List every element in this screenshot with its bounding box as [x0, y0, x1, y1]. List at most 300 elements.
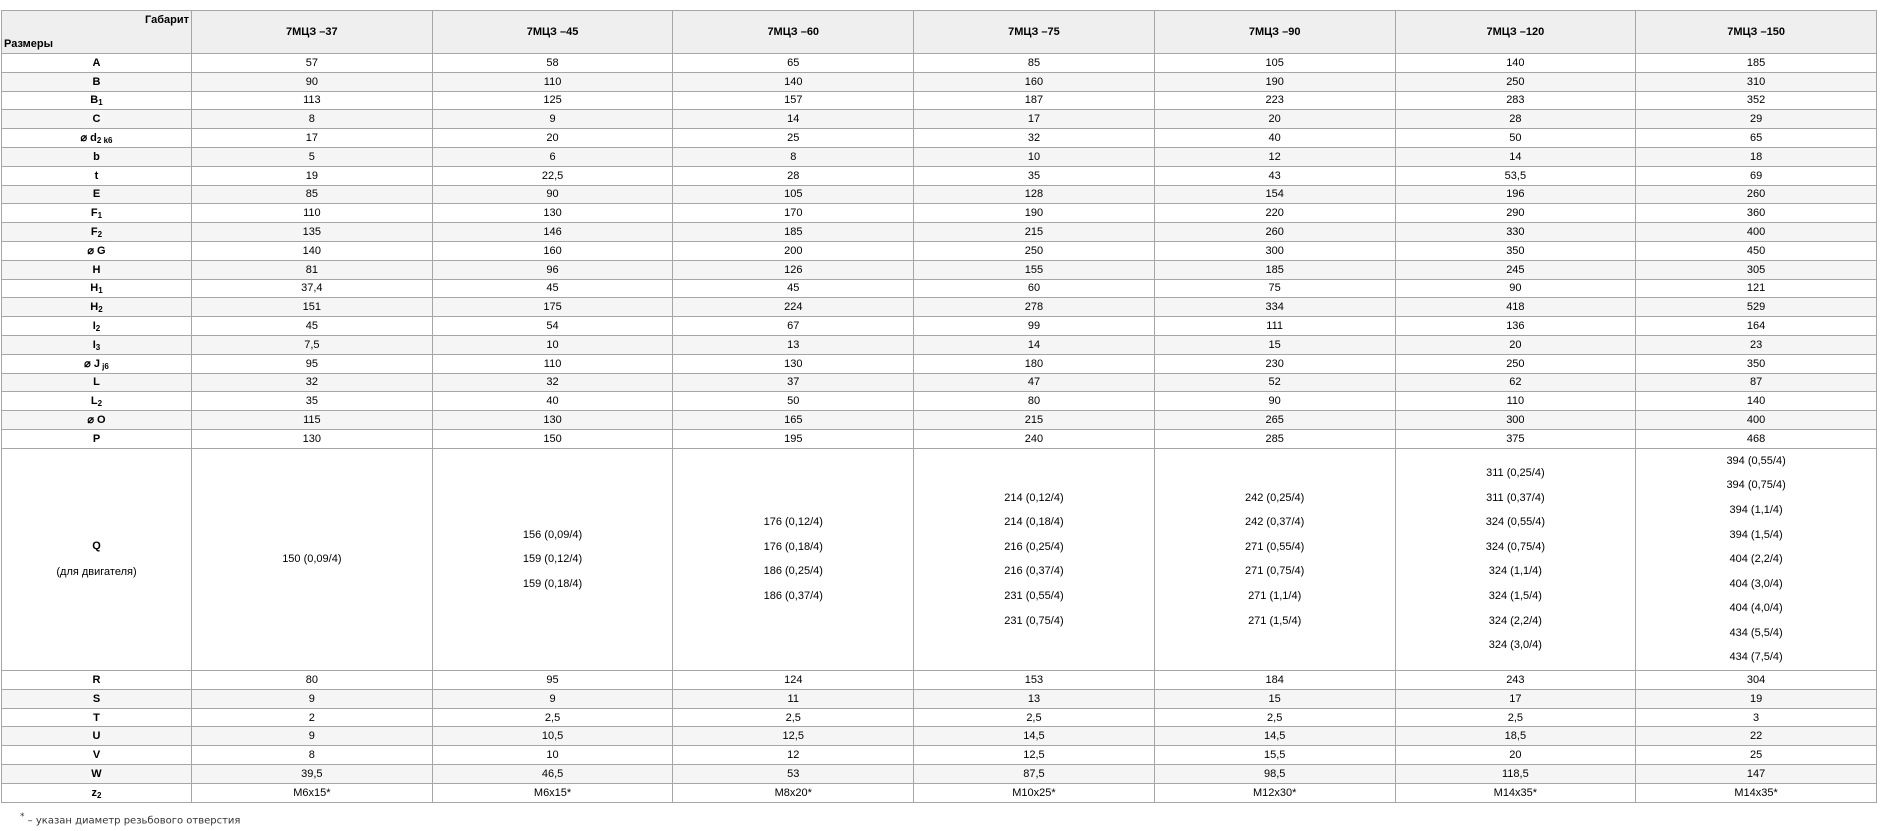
value-cell: 9	[432, 689, 673, 708]
motor-option: 271 (0,75/4)	[1245, 565, 1305, 578]
row-label-cell	[2, 335, 192, 354]
row-label-cell	[2, 448, 192, 670]
value-cell: 80	[192, 671, 433, 690]
value-cell: 8	[192, 110, 433, 129]
value-cell: 28	[673, 166, 914, 185]
value-cell: 360	[1636, 204, 1877, 223]
value-cell: 75	[1154, 279, 1395, 298]
column-header: 7МЦЗ –60	[673, 11, 914, 54]
value-cell: 190	[914, 204, 1155, 223]
table-row	[2, 185, 1877, 204]
value-cell: 50	[1395, 129, 1636, 148]
motor-option: 311 (0,25/4)	[1486, 467, 1545, 480]
value-cell: 45	[192, 317, 433, 336]
motor-option: 404 (3,0/4)	[1729, 577, 1783, 590]
value-cell: 187	[914, 91, 1155, 110]
value-cell: 15	[1154, 689, 1395, 708]
value-cell: 45	[673, 279, 914, 298]
row-label: F	[90, 207, 98, 220]
row-label: H	[90, 301, 99, 314]
row-label: B	[92, 75, 101, 88]
value-cell: 17	[1395, 689, 1636, 708]
value-cell: 54	[432, 317, 673, 336]
header-row	[2, 11, 1877, 54]
value-cell: 130	[192, 429, 433, 448]
table-row	[2, 689, 1877, 708]
value-cell-multiline	[914, 448, 1155, 670]
row-label: b	[93, 150, 100, 163]
value-cell-multiline	[432, 448, 673, 670]
value-cell: 39,5	[192, 765, 433, 784]
value-cell: 121	[1636, 279, 1877, 298]
value-cell: 99	[914, 317, 1155, 336]
row-label: C	[92, 113, 101, 126]
row-label-subscript: 3	[95, 342, 101, 352]
value-cell: 14	[673, 110, 914, 129]
value-cell: 85	[914, 54, 1155, 73]
value-cell: 8	[192, 746, 433, 765]
value-cell: 13	[673, 335, 914, 354]
motor-option: 404 (2,2/4)	[1729, 553, 1783, 566]
motor-option: 434 (7,5/4)	[1729, 651, 1783, 664]
row-label: I	[92, 320, 96, 333]
row-label-cell	[2, 373, 192, 392]
table-row	[2, 335, 1877, 354]
value-cell: 170	[673, 204, 914, 223]
column-header: 7МЦЗ –90	[1154, 11, 1395, 54]
row-label: I	[92, 338, 96, 351]
row-label-cell	[2, 708, 192, 727]
value-cell: 184	[1154, 671, 1395, 690]
value-cell: 215	[914, 223, 1155, 242]
value-cell: 136	[1395, 317, 1636, 336]
value-cell: 245	[1395, 260, 1636, 279]
row-label-subscript: 2	[97, 790, 102, 800]
value-cell: 52	[1154, 373, 1395, 392]
value-cell: 223	[1154, 91, 1395, 110]
row-label-cell	[2, 689, 192, 708]
value-cell: 40	[1154, 129, 1395, 148]
row-label: L	[90, 395, 98, 408]
column-header: 7МЦЗ –75	[914, 11, 1155, 54]
value-cell: 45	[432, 279, 673, 298]
motor-option: 242 (0,37/4)	[1245, 516, 1305, 529]
row-label: z	[91, 786, 98, 799]
motor-option: 216 (0,37/4)	[1004, 565, 1064, 578]
value-cell: 2,5	[673, 708, 914, 727]
value-cell: 40	[432, 392, 673, 411]
table-row	[2, 166, 1877, 185]
value-cell: 250	[1395, 72, 1636, 91]
value-cell: 69	[1636, 166, 1877, 185]
value-cell: 529	[1636, 298, 1877, 317]
table-row	[2, 765, 1877, 784]
value-cell: 150	[432, 429, 673, 448]
value-cell: 350	[1395, 241, 1636, 260]
value-cell: 105	[1154, 54, 1395, 73]
value-cell: 10	[432, 746, 673, 765]
value-cell: 140	[1636, 392, 1877, 411]
motor-option: 404 (4,0/4)	[1729, 602, 1783, 615]
value-cell: 125	[432, 91, 673, 110]
value-cell-multiline	[673, 448, 914, 670]
row-label-subscript: 2	[97, 230, 103, 240]
motor-option: 271 (1,1/4)	[1248, 590, 1302, 602]
value-cell: 10	[432, 335, 673, 354]
value-cell: 130	[432, 411, 673, 430]
value-cell: 240	[914, 429, 1155, 448]
value-cell: 9	[432, 110, 673, 129]
value-cell: 300	[1154, 241, 1395, 260]
value-cell: 20	[1395, 335, 1636, 354]
table-row	[2, 783, 1877, 802]
value-cell: 418	[1395, 298, 1636, 317]
value-cell: 190	[1154, 72, 1395, 91]
table-row	[2, 411, 1877, 430]
value-cell: 35	[192, 392, 433, 411]
corner-label-dimensions: Размеры	[4, 38, 54, 50]
value-cell: M8x20*	[673, 783, 914, 802]
value-cell: 130	[432, 204, 673, 223]
value-cell: 37,4	[192, 279, 433, 298]
value-cell: 7,5	[192, 335, 433, 354]
row-label: V	[92, 749, 101, 762]
value-cell: 85	[192, 185, 433, 204]
value-cell: 65	[673, 54, 914, 73]
row-label-subscript: 2	[97, 399, 103, 409]
row-label-cell	[2, 129, 192, 148]
motor-option: 216 (0,25/4)	[1004, 540, 1064, 553]
row-label: P	[92, 432, 101, 445]
column-header: 7МЦЗ –45	[432, 11, 673, 54]
value-cell: 350	[1636, 354, 1877, 373]
motor-option: 159 (0,12/4)	[522, 553, 583, 566]
value-cell: 165	[673, 411, 914, 430]
value-cell: 305	[1636, 260, 1877, 279]
value-cell: 60	[914, 279, 1155, 298]
motor-option: 231 (0,55/4)	[1004, 590, 1064, 602]
value-cell: 67	[673, 317, 914, 336]
row-label-cell	[2, 241, 192, 260]
value-cell: 18	[1636, 147, 1877, 166]
motor-option: 324 (1,1/4)	[1488, 565, 1542, 578]
row-label: ⌀ J	[84, 357, 100, 370]
row-label: U	[92, 730, 101, 743]
row-label: ⌀ G	[87, 244, 106, 257]
motor-option: 394 (1,1/4)	[1729, 503, 1783, 516]
row-label-subscript: 2	[98, 305, 103, 315]
value-cell: 10	[914, 147, 1155, 166]
value-cell: 128	[914, 185, 1155, 204]
value-cell: 200	[673, 241, 914, 260]
value-cell: 290	[1395, 204, 1636, 223]
value-cell: 115	[192, 411, 433, 430]
row-label: L	[93, 376, 100, 389]
motor-option: 159 (0,18/4)	[522, 577, 583, 590]
value-cell: 265	[1154, 411, 1395, 430]
value-cell: 154	[1154, 185, 1395, 204]
table-row	[2, 354, 1877, 373]
table-row	[2, 279, 1877, 298]
value-cell: 9	[192, 727, 433, 746]
row-label-cell	[2, 204, 192, 223]
value-cell: 185	[673, 223, 914, 242]
row-label: B	[90, 94, 99, 107]
value-cell: 283	[1395, 91, 1636, 110]
value-cell: 2,5	[914, 708, 1155, 727]
value-cell: 10,5	[432, 727, 673, 746]
value-cell: 260	[1154, 223, 1395, 242]
row-label-cell	[2, 260, 192, 279]
row-label-cell	[2, 54, 192, 73]
motor-option: 324 (0,55/4)	[1485, 516, 1546, 529]
value-cell: 80	[914, 392, 1155, 411]
value-cell: 2,5	[432, 708, 673, 727]
value-cell: 113	[192, 91, 433, 110]
value-cell: 105	[673, 185, 914, 204]
value-cell: 153	[914, 671, 1155, 690]
value-cell: 50	[673, 392, 914, 411]
value-cell: 12	[1154, 147, 1395, 166]
value-cell: 95	[432, 671, 673, 690]
table-row	[2, 671, 1877, 690]
value-cell: 400	[1636, 223, 1877, 242]
value-cell: M14x35*	[1636, 783, 1877, 802]
motor-option: 394 (0,75/4)	[1726, 479, 1786, 492]
value-cell: 400	[1636, 411, 1877, 430]
value-cell: 35	[914, 166, 1155, 185]
value-cell: 12	[673, 746, 914, 765]
row-label-cell	[2, 429, 192, 448]
header-corner-cell	[2, 11, 192, 54]
row-label-subscript: 2	[95, 324, 101, 334]
table-row	[2, 708, 1877, 727]
value-cell: 62	[1395, 373, 1636, 392]
value-cell: 43	[1154, 166, 1395, 185]
value-cell: 47	[914, 373, 1155, 392]
value-cell: 185	[1636, 54, 1877, 73]
row-label-subscript: 1	[97, 211, 103, 221]
row-label-note: (для двигателя)	[56, 566, 137, 579]
value-cell: 19	[192, 166, 433, 185]
row-label-cell	[2, 185, 192, 204]
motor-option: 156 (0,09/4)	[522, 528, 583, 541]
value-cell: 18,5	[1395, 727, 1636, 746]
value-cell: 110	[1395, 392, 1636, 411]
value-cell: 32	[192, 373, 433, 392]
value-cell: 110	[432, 354, 673, 373]
row-label: E	[92, 188, 101, 201]
table-row	[2, 260, 1877, 279]
dimensions-table	[1, 10, 1877, 803]
value-cell: 2,5	[1395, 708, 1636, 727]
row-label: T	[93, 711, 100, 724]
value-cell: 140	[1395, 54, 1636, 73]
value-cell-multiline	[1154, 448, 1395, 670]
value-cell: 5	[192, 147, 433, 166]
row-label-subscript: 1	[98, 98, 103, 108]
value-cell: 147	[1636, 765, 1877, 784]
table-row	[2, 54, 1877, 73]
table-row	[2, 147, 1877, 166]
value-cell: 334	[1154, 298, 1395, 317]
value-cell: 90	[192, 72, 433, 91]
value-cell: 13	[914, 689, 1155, 708]
value-cell: 230	[1154, 354, 1395, 373]
row-label: ⌀ d	[80, 132, 97, 145]
value-cell: 196	[1395, 185, 1636, 204]
value-cell-multiline	[1395, 448, 1636, 670]
table-row	[2, 72, 1877, 91]
table-row	[2, 204, 1877, 223]
motor-option: 176 (0,18/4)	[763, 540, 823, 553]
table-row	[2, 373, 1877, 392]
value-cell: 20	[432, 129, 673, 148]
value-cell: 146	[432, 223, 673, 242]
value-cell: 160	[914, 72, 1155, 91]
row-label-cell	[2, 72, 192, 91]
value-cell: 155	[914, 260, 1155, 279]
value-cell: 110	[192, 204, 433, 223]
motor-option: 242 (0,25/4)	[1245, 491, 1305, 504]
row-label: H	[92, 263, 101, 276]
table-row-q	[2, 448, 1877, 670]
row-label-cell	[2, 746, 192, 765]
value-cell: 20	[1395, 746, 1636, 765]
value-cell: 32	[432, 373, 673, 392]
row-label-cell	[2, 110, 192, 129]
row-label: H	[90, 282, 99, 295]
value-cell-multiline	[192, 448, 433, 670]
value-cell: 32	[914, 129, 1155, 148]
row-label-cell	[2, 147, 192, 166]
value-cell: 22	[1636, 727, 1877, 746]
value-cell: 23	[1636, 335, 1877, 354]
value-cell: 96	[432, 260, 673, 279]
value-cell: 12,5	[673, 727, 914, 746]
value-cell: 2,5	[1154, 708, 1395, 727]
row-label-subscript: 2 k6	[96, 136, 113, 146]
value-cell: 14,5	[914, 727, 1155, 746]
row-label: S	[92, 692, 101, 705]
value-cell: 304	[1636, 671, 1877, 690]
value-cell-multiline	[1636, 448, 1877, 670]
value-cell: 17	[914, 110, 1155, 129]
motor-option: 324 (1,5/4)	[1488, 590, 1542, 602]
row-label-cell	[2, 765, 192, 784]
value-cell: 130	[673, 354, 914, 373]
row-label-cell	[2, 783, 192, 802]
motor-option: 231 (0,75/4)	[1004, 614, 1064, 627]
value-cell: 278	[914, 298, 1155, 317]
value-cell: 250	[914, 241, 1155, 260]
motor-option: 434 (5,5/4)	[1729, 626, 1783, 639]
value-cell: 224	[673, 298, 914, 317]
motor-option: 324 (2,2/4)	[1488, 614, 1542, 627]
value-cell: 180	[914, 354, 1155, 373]
row-label: Q	[92, 540, 101, 553]
table-row	[2, 129, 1877, 148]
value-cell: 300	[1395, 411, 1636, 430]
value-cell: 260	[1636, 185, 1877, 204]
table-row	[2, 429, 1877, 448]
row-label-subscript: 1	[98, 286, 103, 296]
value-cell: 2	[192, 708, 433, 727]
value-cell: M10x25*	[914, 783, 1155, 802]
value-cell: 28	[1395, 110, 1636, 129]
row-label: F	[90, 226, 98, 239]
table-row	[2, 110, 1877, 129]
value-cell: 15,5	[1154, 746, 1395, 765]
value-cell: 25	[673, 129, 914, 148]
value-cell: 157	[673, 91, 914, 110]
row-label: ⌀ O	[87, 414, 106, 427]
value-cell: 135	[192, 223, 433, 242]
value-cell: 8	[673, 147, 914, 166]
table-row	[2, 223, 1877, 242]
value-cell: 90	[432, 185, 673, 204]
row-label-cell	[2, 671, 192, 690]
motor-option: 176 (0,12/4)	[763, 516, 823, 529]
value-cell: 285	[1154, 429, 1395, 448]
row-label-cell	[2, 354, 192, 373]
table-row	[2, 392, 1877, 411]
row-label-cell	[2, 298, 192, 317]
value-cell: 14,5	[1154, 727, 1395, 746]
value-cell: 20	[1154, 110, 1395, 129]
row-label-subscript: j6	[99, 361, 109, 371]
value-cell: M6x15*	[432, 783, 673, 802]
value-cell: 19	[1636, 689, 1877, 708]
footnote-text: – указан диаметр резьбового отверстия	[24, 815, 241, 827]
value-cell: 90	[1395, 279, 1636, 298]
value-cell: 57	[192, 54, 433, 73]
value-cell: 15	[1154, 335, 1395, 354]
table-row	[2, 727, 1877, 746]
value-cell: 37	[673, 373, 914, 392]
row-label: R	[92, 673, 101, 686]
value-cell: 164	[1636, 317, 1877, 336]
value-cell: 17	[192, 129, 433, 148]
row-label: W	[91, 767, 102, 780]
row-label-cell	[2, 727, 192, 746]
value-cell: 53,5	[1395, 166, 1636, 185]
motor-option: 150 (0,09/4)	[282, 553, 342, 566]
value-cell: 375	[1395, 429, 1636, 448]
value-cell: 160	[432, 241, 673, 260]
table-row	[2, 317, 1877, 336]
value-cell: 95	[192, 354, 433, 373]
value-cell: 140	[192, 241, 433, 260]
value-cell: 9	[192, 689, 433, 708]
value-cell: 25	[1636, 746, 1877, 765]
motor-option: 311 (0,37/4)	[1486, 491, 1545, 504]
motor-option: 271 (0,55/4)	[1245, 540, 1305, 553]
value-cell: M6x15*	[192, 783, 433, 802]
value-cell: 195	[673, 429, 914, 448]
table-row	[2, 91, 1877, 110]
value-cell: 87	[1636, 373, 1877, 392]
column-header: 7МЦЗ –120	[1395, 11, 1636, 54]
table-row	[2, 746, 1877, 765]
value-cell: 124	[673, 671, 914, 690]
motor-option: 324 (3,0/4)	[1488, 639, 1542, 652]
value-cell: 58	[432, 54, 673, 73]
value-cell: 330	[1395, 223, 1636, 242]
value-cell: 22,5	[432, 166, 673, 185]
row-label: A	[92, 56, 101, 69]
footnote-mark: *	[20, 812, 25, 822]
